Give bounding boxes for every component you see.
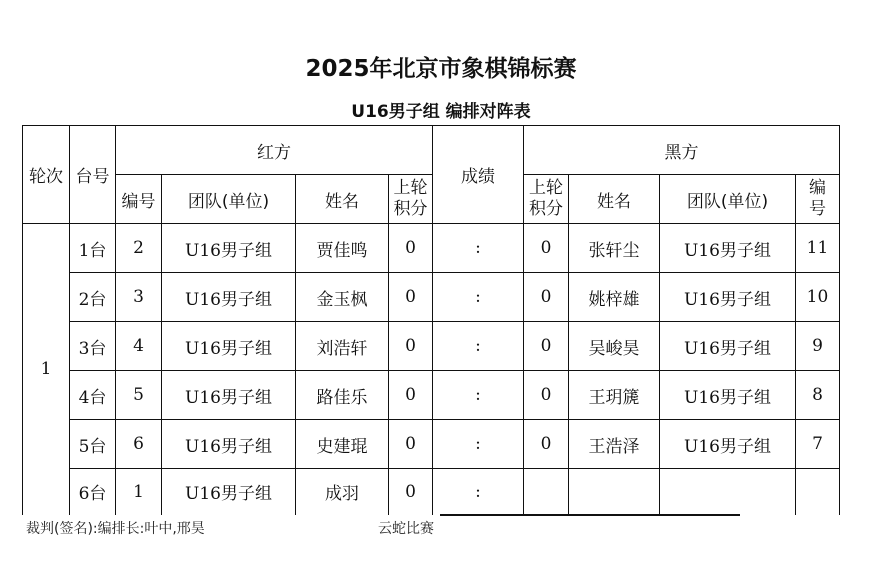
- header-black-no-line1: 编: [809, 178, 826, 198]
- black-no-cell: 11: [796, 224, 840, 273]
- red-name-cell: 刘浩轩: [296, 322, 389, 371]
- black-score-cell: 0: [524, 224, 569, 273]
- header-red-no: 编号: [116, 175, 162, 224]
- header-red-side: 红方: [116, 126, 433, 175]
- result-cell: :: [433, 420, 524, 469]
- black-no-cell: 9: [796, 322, 840, 371]
- page-subtitle: U16男子组 编排对阵表: [351, 102, 531, 122]
- black-team-cell: U16男子组: [660, 273, 796, 322]
- header-row-1: [23, 126, 840, 175]
- black-score-cell: 0: [524, 273, 569, 322]
- table-row: [23, 469, 840, 515]
- red-team-cell: U16男子组: [162, 322, 296, 371]
- header-red-prev-score-line2: 积分: [393, 199, 428, 219]
- black-no-cell: 10: [796, 273, 840, 322]
- header-round: 轮次: [23, 126, 70, 224]
- black-team-cell: U16男子组: [660, 322, 796, 371]
- board-cell: 5台: [70, 420, 116, 469]
- black-name-cell: 王玥篪: [569, 371, 660, 420]
- board-cell: 4台: [70, 371, 116, 420]
- result-cell: :: [433, 322, 524, 371]
- header-result: 成绩: [433, 126, 524, 224]
- red-no-cell: 5: [116, 371, 162, 420]
- result-cell: :: [433, 273, 524, 322]
- system-credit: 云蛇比赛: [378, 521, 434, 537]
- black-name-cell: 王浩泽: [569, 420, 660, 469]
- red-name-cell: 金玉枫: [296, 273, 389, 322]
- red-score-cell: 0: [389, 371, 433, 420]
- result-cell: :: [433, 224, 524, 273]
- header-red-prev-score: [389, 175, 433, 224]
- round-number: 1: [23, 224, 70, 515]
- black-name-cell: 姚梓雄: [569, 273, 660, 322]
- black-name-cell: 张轩尘: [569, 224, 660, 273]
- table-row: [23, 371, 840, 420]
- red-score-cell: 0: [389, 273, 433, 322]
- red-no-cell: 2: [116, 224, 162, 273]
- header-black-name: 姓名: [569, 175, 660, 224]
- referee-signature-line: 裁判(签名):编排长:叶中,邢昊: [26, 521, 205, 537]
- black-score-cell: 0: [524, 322, 569, 371]
- header-red-prev-score-line1: 上轮: [393, 178, 428, 198]
- red-team-cell: U16男子组: [162, 420, 296, 469]
- black-no-cell: 7: [796, 420, 840, 469]
- red-team-cell: U16男子组: [162, 371, 296, 420]
- table-row: [23, 322, 840, 371]
- table-bottom-line: [440, 514, 740, 516]
- header-red-team: 团队(单位): [162, 175, 296, 224]
- red-team-cell: U16男子组: [162, 273, 296, 322]
- header-row-2: [23, 175, 840, 224]
- red-team-cell: U16男子组: [162, 469, 296, 515]
- header-black-team: 团队(单位): [660, 175, 796, 224]
- red-name-cell: 史建琨: [296, 420, 389, 469]
- red-name-cell: 贾佳鸣: [296, 224, 389, 273]
- red-score-cell: 0: [389, 469, 433, 515]
- board-cell: 2台: [70, 273, 116, 322]
- red-score-cell: 0: [389, 420, 433, 469]
- table-row: [23, 224, 840, 273]
- header-black-no-line2: 号: [809, 199, 826, 219]
- black-score-cell: 0: [524, 420, 569, 469]
- black-team-cell: U16男子组: [660, 371, 796, 420]
- result-cell: :: [433, 469, 524, 515]
- header-black-side: 黑方: [524, 126, 840, 175]
- header-black-no: [796, 175, 840, 224]
- black-team-cell: U16男子组: [660, 420, 796, 469]
- header-board: 台号: [70, 126, 116, 224]
- board-cell: 1台: [70, 224, 116, 273]
- page-title: 2025年北京市象棋锦标赛: [305, 56, 577, 82]
- black-team-cell: [660, 469, 796, 515]
- red-score-cell: 0: [389, 224, 433, 273]
- table-row: [23, 273, 840, 322]
- header-black-prev-score: [524, 175, 569, 224]
- pairing-table: [22, 125, 840, 515]
- table-row: [23, 420, 840, 469]
- header-black-prev-score-line2: 积分: [529, 199, 563, 219]
- black-score-cell: [524, 469, 569, 515]
- red-name-cell: 成羽: [296, 469, 389, 515]
- black-no-cell: 8: [796, 371, 840, 420]
- black-name-cell: [569, 469, 660, 515]
- red-name-cell: 路佳乐: [296, 371, 389, 420]
- red-team-cell: U16男子组: [162, 224, 296, 273]
- red-no-cell: 3: [116, 273, 162, 322]
- header-black-prev-score-line1: 上轮: [529, 178, 563, 198]
- board-cell: 6台: [70, 469, 116, 515]
- black-no-cell: [796, 469, 840, 515]
- result-cell: :: [433, 371, 524, 420]
- red-score-cell: 0: [389, 322, 433, 371]
- black-team-cell: U16男子组: [660, 224, 796, 273]
- black-score-cell: 0: [524, 371, 569, 420]
- board-cell: 3台: [70, 322, 116, 371]
- red-no-cell: 6: [116, 420, 162, 469]
- black-name-cell: 吴峻昊: [569, 322, 660, 371]
- red-no-cell: 1: [116, 469, 162, 515]
- red-no-cell: 4: [116, 322, 162, 371]
- header-red-name: 姓名: [296, 175, 389, 224]
